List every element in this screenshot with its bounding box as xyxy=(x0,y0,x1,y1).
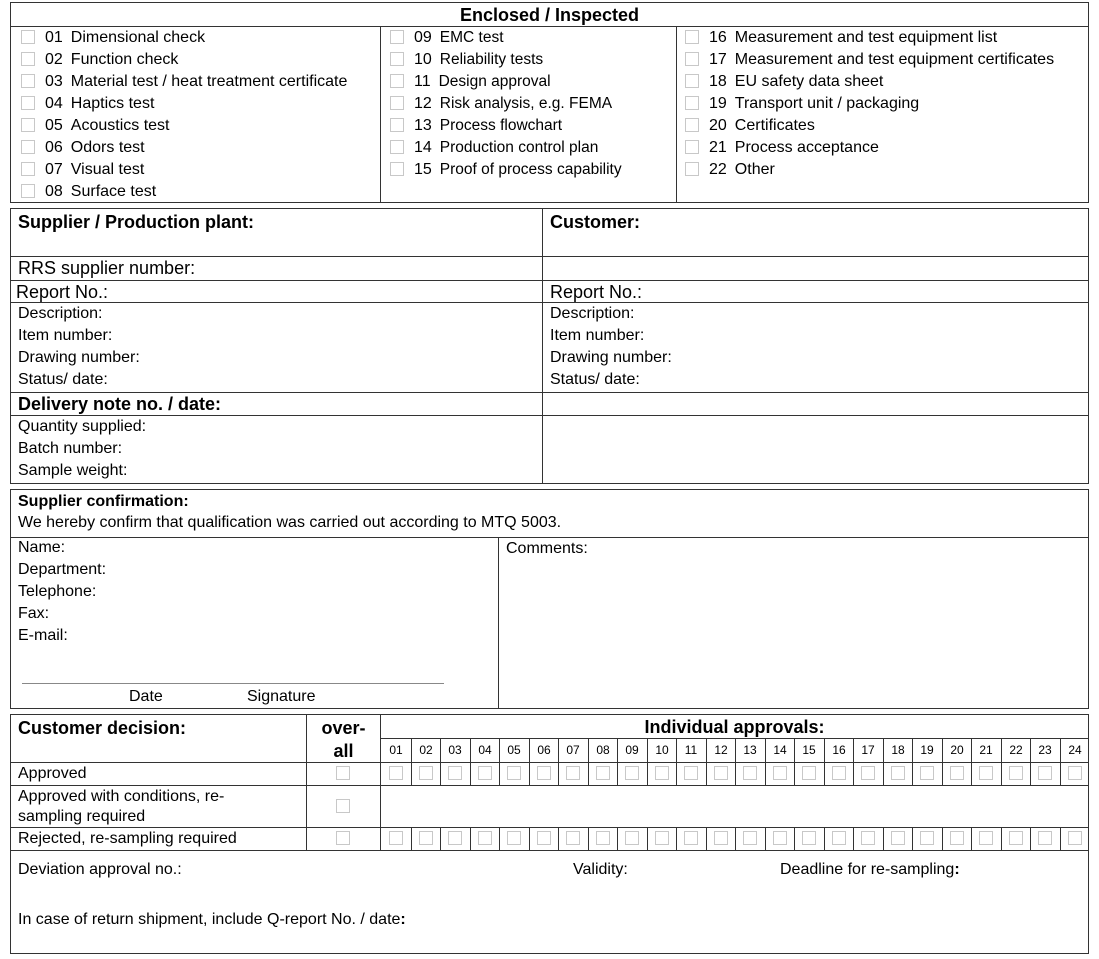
enclosed-checkbox[interactable] xyxy=(685,52,699,66)
rejected-checkbox[interactable] xyxy=(773,831,787,845)
enclosed-item[interactable] xyxy=(390,71,676,93)
department-label: Department: xyxy=(18,561,107,578)
enclosed-checkbox[interactable] xyxy=(390,118,404,132)
supplier-report-no-label: Report No.: xyxy=(16,282,109,302)
row-conditions-line2: sampling required xyxy=(18,808,146,825)
enclosed-item-label: Dimensional check xyxy=(70,29,206,46)
rejected-checkbox[interactable] xyxy=(1068,831,1082,845)
approval-column-header: 19 xyxy=(920,743,934,757)
enclosed-checkbox[interactable] xyxy=(21,118,35,132)
enclosed-item[interactable] xyxy=(21,115,380,137)
supplier-details xyxy=(11,303,140,391)
email-label: E-mail: xyxy=(18,627,68,644)
enclosed-checkbox[interactable] xyxy=(21,74,35,88)
overall-conditions-checkbox[interactable] xyxy=(336,799,350,813)
enclosed-checkbox[interactable] xyxy=(685,96,699,110)
signature-label: Signature xyxy=(247,688,316,705)
enclosed-checkbox[interactable] xyxy=(685,30,699,44)
enclosed-column-2 xyxy=(381,27,676,202)
enclosed-item-number: 11 xyxy=(414,73,431,90)
return-text: In case of return shipment, include Q-report No. / date xyxy=(18,911,401,928)
return-colon: : xyxy=(400,911,406,928)
approval-column-header: 16 xyxy=(832,743,846,757)
enclosed-checkbox[interactable] xyxy=(390,140,404,154)
enclosed-item-label: Risk analysis, e.g. FEMA xyxy=(439,95,613,112)
telephone-label: Telephone: xyxy=(18,583,97,600)
enclosed-item[interactable] xyxy=(390,115,676,137)
overall-header-line2: all xyxy=(333,741,354,761)
enclosed-item[interactable] xyxy=(390,159,676,181)
supplier-description-label: Description: xyxy=(18,305,103,322)
enclosed-column-3 xyxy=(677,27,1089,202)
rejected-checkbox[interactable] xyxy=(625,831,639,845)
enclosed-item-number: 18 xyxy=(709,73,727,90)
rejected-checkbox[interactable] xyxy=(419,831,433,845)
enclosed-item-label: Material test / heat treatment certificate xyxy=(70,73,348,90)
approved-checkbox[interactable] xyxy=(389,766,403,780)
approved-checkbox[interactable] xyxy=(596,766,610,780)
approval-column-header: 12 xyxy=(714,743,728,757)
enclosed-item-number: 12 xyxy=(414,95,432,112)
rrs-supplier-number-label: RRS supplier number: xyxy=(18,258,196,278)
rejected-checkbox[interactable] xyxy=(478,831,492,845)
enclosed-checkbox[interactable] xyxy=(21,184,35,198)
enclosed-item-number: 21 xyxy=(709,139,727,156)
delivery-note-label: Delivery note no. / date: xyxy=(18,394,222,414)
approved-checkbox[interactable] xyxy=(684,766,698,780)
approved-checkbox[interactable] xyxy=(743,766,757,780)
enclosed-item[interactable] xyxy=(21,71,380,93)
enclosed-item-number: 07 xyxy=(45,161,63,178)
enclosed-title: Enclosed / Inspected xyxy=(11,3,1088,27)
enclosed-checkbox[interactable] xyxy=(21,162,35,176)
rejected-checkbox[interactable] xyxy=(950,831,964,845)
enclosed-checkbox[interactable] xyxy=(685,118,699,132)
return-shipment-label xyxy=(11,910,406,930)
enclosed-item-label: Odors test xyxy=(70,139,145,156)
customer-drawing-number-label: Drawing number: xyxy=(550,349,672,366)
enclosed-item-label: Surface test xyxy=(70,183,157,200)
customer-details xyxy=(543,303,672,391)
approved-checkbox[interactable] xyxy=(537,766,551,780)
approval-column-header: 20 xyxy=(950,743,964,757)
approved-checkbox[interactable] xyxy=(920,766,934,780)
approval-column-header: 18 xyxy=(891,743,905,757)
approved-checkbox[interactable] xyxy=(1009,766,1023,780)
approved-checkbox[interactable] xyxy=(832,766,846,780)
deadline-text: Deadline for re-sampling xyxy=(780,861,955,878)
enclosed-item-number: 15 xyxy=(414,161,432,178)
enclosed-item-label: EMC test xyxy=(439,29,504,46)
enclosed-item-number: 19 xyxy=(709,95,727,112)
approved-checkbox[interactable] xyxy=(802,766,816,780)
approval-column-header: 09 xyxy=(625,743,639,757)
row-approved-label: Approved xyxy=(18,765,87,782)
enclosed-item-number: 10 xyxy=(414,51,432,68)
enclosed-item[interactable] xyxy=(21,93,380,115)
fax-label: Fax: xyxy=(18,605,50,622)
approval-column-header: 13 xyxy=(743,743,757,757)
approved-checkbox[interactable] xyxy=(979,766,993,780)
rejected-checkbox[interactable] xyxy=(979,831,993,845)
enclosed-checkbox[interactable] xyxy=(390,96,404,110)
approval-column-header: 17 xyxy=(861,743,875,757)
overall-rejected-checkbox[interactable] xyxy=(336,831,350,845)
rejected-checkbox[interactable] xyxy=(743,831,757,845)
enclosed-item[interactable] xyxy=(685,93,1089,115)
enclosed-item-number: 16 xyxy=(709,29,727,46)
enclosed-item-label: Measurement and test equipment list xyxy=(734,29,998,46)
approval-column-header: 06 xyxy=(537,743,551,757)
date-label: Date xyxy=(129,688,163,705)
approval-column-header: 24 xyxy=(1068,743,1082,757)
customer-heading: Customer: xyxy=(550,212,641,232)
approval-column-header: 07 xyxy=(566,743,580,757)
enclosed-item-label: Visual test xyxy=(70,161,145,178)
enclosed-checkbox[interactable] xyxy=(390,74,404,88)
approved-checkbox[interactable] xyxy=(448,766,462,780)
rejected-checkbox[interactable] xyxy=(802,831,816,845)
row-conditions-line1: Approved with conditions, re- xyxy=(18,788,225,805)
approved-checkbox[interactable] xyxy=(1068,766,1082,780)
approved-checkbox[interactable] xyxy=(714,766,728,780)
approved-checkbox[interactable] xyxy=(507,766,521,780)
approval-column-header: 15 xyxy=(802,743,816,757)
approval-column-header: 22 xyxy=(1009,743,1023,757)
approval-column-header: 03 xyxy=(448,743,462,757)
approved-checkbox[interactable] xyxy=(478,766,492,780)
approved-checkbox[interactable] xyxy=(625,766,639,780)
customer-status-date-label: Status/ date: xyxy=(550,371,640,388)
enclosed-item[interactable] xyxy=(21,159,380,181)
enclosed-checkbox[interactable] xyxy=(21,96,35,110)
enclosed-item-number: 20 xyxy=(709,117,727,134)
enclosed-item-number: 05 xyxy=(45,117,63,134)
approval-column-header: 01 xyxy=(389,743,403,757)
approved-checkbox[interactable] xyxy=(419,766,433,780)
enclosed-item[interactable] xyxy=(21,49,380,71)
enclosed-item-number: 14 xyxy=(414,139,432,156)
enclosed-item-label: Certificates xyxy=(734,117,815,134)
approved-checkbox[interactable] xyxy=(1038,766,1052,780)
enclosed-item-number: 03 xyxy=(45,73,63,90)
row-conditions-label xyxy=(11,787,224,827)
enclosed-item[interactable] xyxy=(21,27,380,49)
deadline-colon: : xyxy=(954,861,960,878)
enclosed-checkbox[interactable] xyxy=(21,52,35,66)
enclosed-item-label: Haptics test xyxy=(70,95,155,112)
customer-description-label: Description: xyxy=(550,305,635,322)
enclosed-item-number: 08 xyxy=(45,183,63,200)
deadline-resampling-label xyxy=(780,860,960,880)
confirmation-text: We hereby confirm that qualification was carried out according to MTQ 5003. xyxy=(18,514,562,531)
enclosed-item-number: 17 xyxy=(709,51,727,68)
contact-details xyxy=(11,537,106,647)
enclosed-item[interactable] xyxy=(21,181,380,203)
enclosed-section xyxy=(10,2,1089,203)
confirmation-section xyxy=(10,489,1089,709)
delivery-details xyxy=(11,416,146,482)
enclosed-item-number: 09 xyxy=(414,29,432,46)
approved-checkbox[interactable] xyxy=(891,766,905,780)
approval-column-header: 02 xyxy=(419,743,433,757)
quantity-supplied-label: Quantity supplied: xyxy=(18,418,147,435)
rejected-checkbox[interactable] xyxy=(566,831,580,845)
signature-line xyxy=(22,683,444,684)
supplier-drawing-number-label: Drawing number: xyxy=(18,349,140,366)
enclosed-checkbox[interactable] xyxy=(390,30,404,44)
approval-column-header: 11 xyxy=(684,743,698,757)
supplier-heading: Supplier / Production plant: xyxy=(18,212,254,232)
enclosed-checkbox[interactable] xyxy=(21,30,35,44)
batch-number-label: Batch number: xyxy=(18,440,123,457)
rejected-checkbox[interactable] xyxy=(537,831,551,845)
enclosed-item-label: Function check xyxy=(70,51,179,68)
enclosed-item-number: 01 xyxy=(45,29,63,46)
enclosed-item-label: Process flowchart xyxy=(439,117,563,134)
approval-column-header: 08 xyxy=(596,743,610,757)
enclosed-checkbox[interactable] xyxy=(685,140,699,154)
overall-header-line1: over- xyxy=(321,718,366,738)
enclosed-checkbox[interactable] xyxy=(390,52,404,66)
deviation-approval-label: Deviation approval no.: xyxy=(18,861,182,878)
approved-checkbox[interactable] xyxy=(566,766,580,780)
approved-checkbox[interactable] xyxy=(861,766,875,780)
enclosed-item-label: Design approval xyxy=(438,73,551,90)
approval-column-header: 10 xyxy=(655,743,669,757)
name-label: Name: xyxy=(18,539,66,556)
rejected-checkbox[interactable] xyxy=(684,831,698,845)
enclosed-item[interactable] xyxy=(390,49,676,71)
customer-report-no-label: Report No.: xyxy=(550,282,643,302)
rejected-checkbox[interactable] xyxy=(714,831,728,845)
rejected-checkbox[interactable] xyxy=(891,831,905,845)
rejected-checkbox[interactable] xyxy=(1009,831,1023,845)
enclosed-item-number: 04 xyxy=(45,95,63,112)
enclosed-item[interactable] xyxy=(685,115,1089,137)
enclosed-item-label: Acoustics test xyxy=(70,117,170,134)
rejected-checkbox[interactable] xyxy=(920,831,934,845)
comments-label: Comments: xyxy=(506,540,588,557)
enclosed-column-1 xyxy=(11,27,380,202)
enclosed-item-label: Reliability tests xyxy=(439,51,544,68)
validity-label: Validity: xyxy=(573,861,628,878)
rejected-checkbox[interactable] xyxy=(389,831,403,845)
rejected-checkbox[interactable] xyxy=(596,831,610,845)
rejected-checkbox[interactable] xyxy=(507,831,521,845)
supplier-customer-section xyxy=(10,208,1089,484)
individual-approvals-heading: Individual approvals: xyxy=(644,717,825,737)
confirmation-heading: Supplier confirmation: xyxy=(18,493,189,510)
enclosed-item[interactable] xyxy=(685,71,1089,93)
approval-column-header: 04 xyxy=(478,743,492,757)
rejected-checkbox[interactable] xyxy=(655,831,669,845)
rejected-checkbox[interactable] xyxy=(448,831,462,845)
approved-checkbox[interactable] xyxy=(655,766,669,780)
decision-section xyxy=(10,714,1089,954)
enclosed-item[interactable] xyxy=(685,49,1089,71)
enclosed-item-number: 02 xyxy=(45,51,63,68)
enclosed-item-label: Other xyxy=(734,161,775,178)
sample-weight-label: Sample weight: xyxy=(18,462,128,479)
customer-decision-heading: Customer decision: xyxy=(18,718,187,738)
enclosed-checkbox[interactable] xyxy=(685,162,699,176)
rejected-checkbox[interactable] xyxy=(832,831,846,845)
enclosed-item[interactable] xyxy=(685,159,1089,181)
enclosed-item-label: Transport unit / packaging xyxy=(734,95,920,112)
supplier-item-number-label: Item number: xyxy=(18,327,113,344)
enclosed-item[interactable] xyxy=(21,137,380,159)
enclosed-item-number: 06 xyxy=(45,139,63,156)
supplier-status-date-label: Status/ date: xyxy=(18,371,108,388)
enclosed-item-number: 13 xyxy=(414,117,432,134)
rejected-checkbox[interactable] xyxy=(861,831,875,845)
overall-header xyxy=(307,717,380,763)
approval-column-header: 05 xyxy=(507,743,521,757)
enclosed-item-label: Production control plan xyxy=(439,139,599,156)
enclosed-item[interactable] xyxy=(390,93,676,115)
enclosed-item-label: EU safety data sheet xyxy=(734,73,884,90)
enclosed-item-label: Measurement and test equipment certificates xyxy=(734,51,1055,68)
enclosed-item-number: 22 xyxy=(709,161,727,178)
enclosed-checkbox[interactable] xyxy=(685,74,699,88)
approved-checkbox[interactable] xyxy=(950,766,964,780)
approval-column-header: 23 xyxy=(1038,743,1052,757)
enclosed-item-label: Process acceptance xyxy=(734,139,879,156)
enclosed-item[interactable] xyxy=(685,137,1089,159)
overall-approved-checkbox[interactable] xyxy=(336,766,350,780)
row-rejected-label: Rejected, re-sampling required xyxy=(18,830,237,847)
approval-column-header: 21 xyxy=(979,743,993,757)
enclosed-checkbox[interactable] xyxy=(390,162,404,176)
enclosed-item[interactable] xyxy=(390,27,676,49)
enclosed-item[interactable] xyxy=(390,137,676,159)
rejected-checkbox[interactable] xyxy=(1038,831,1052,845)
enclosed-checkbox[interactable] xyxy=(21,140,35,154)
approved-checkbox[interactable] xyxy=(773,766,787,780)
enclosed-item-label: Proof of process capability xyxy=(439,161,622,178)
customer-item-number-label: Item number: xyxy=(550,327,645,344)
enclosed-item[interactable] xyxy=(685,27,1089,49)
approval-column-header: 14 xyxy=(773,743,787,757)
